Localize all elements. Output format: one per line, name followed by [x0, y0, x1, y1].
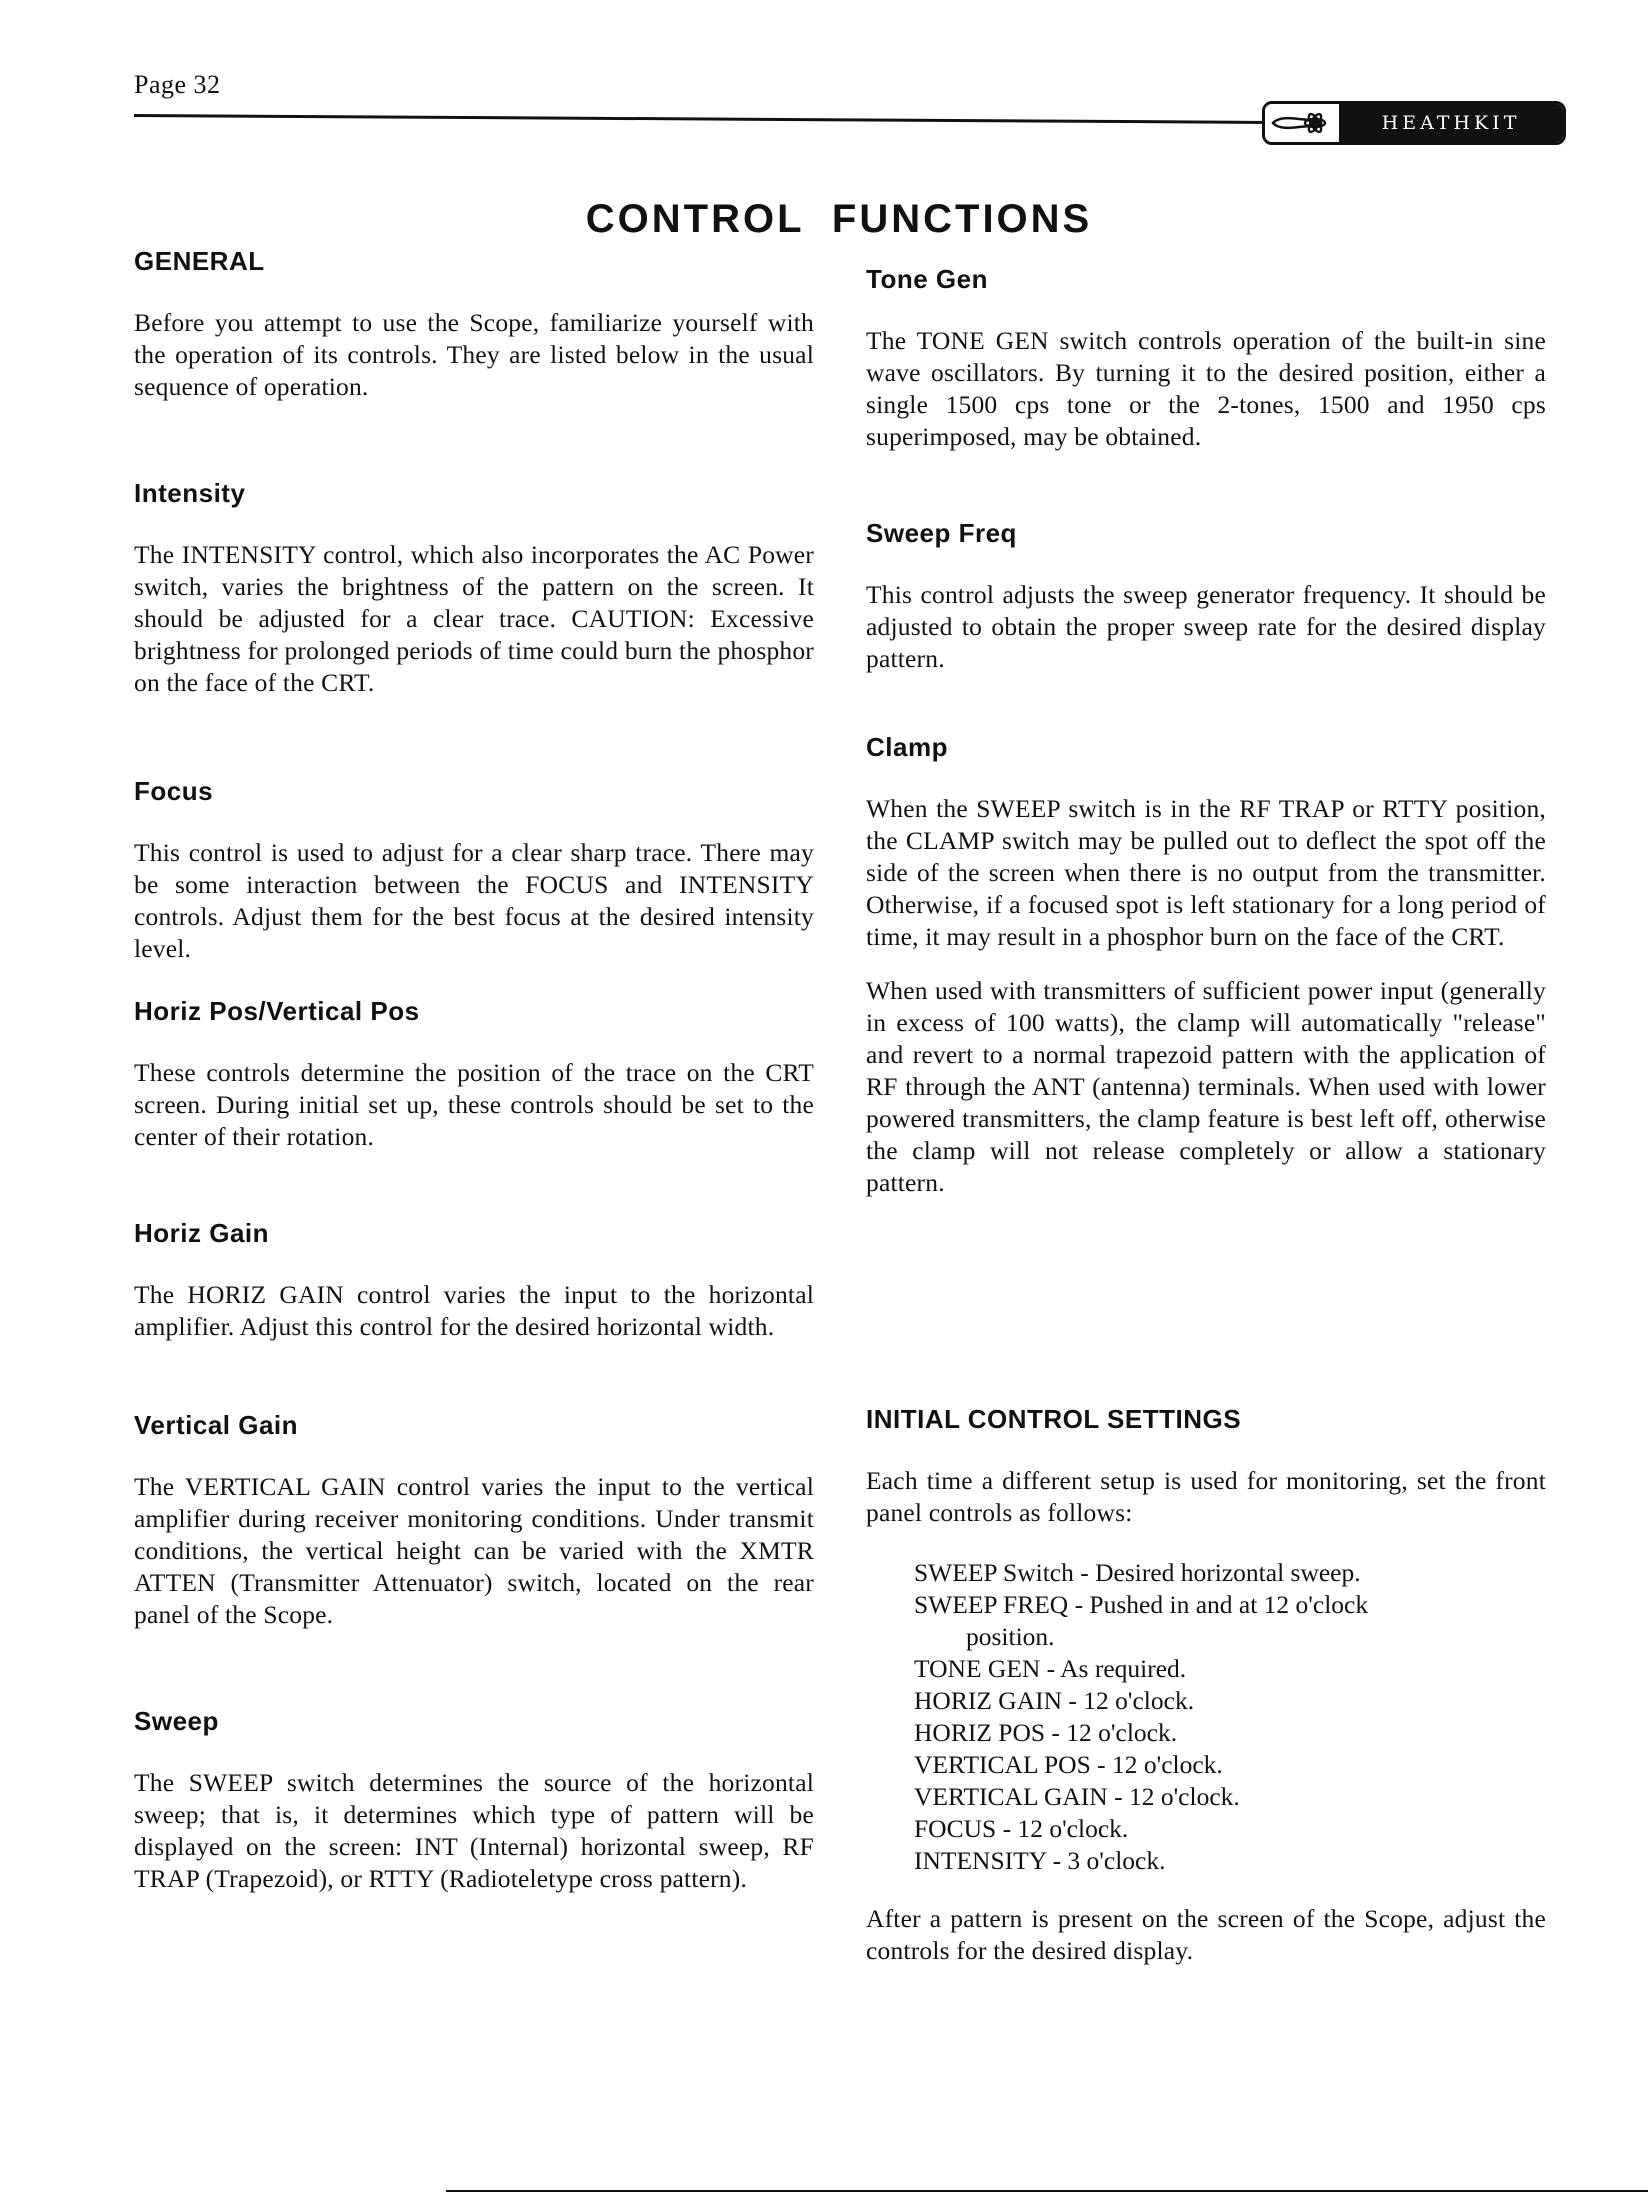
settings-list: [866, 1557, 1546, 1877]
section-body: The VERTICAL GAIN control varies the input to the vertical amplifier during receiver monitoring conditions. Under transmit conditions, the vertical height can be varied with the XMTR ATTEN (Transmitter Attenuator) switch, located on the rear panel of the Scope.: [134, 1472, 814, 1629]
section-heading: INITIAL CONTROL SETTINGS: [866, 1404, 1242, 1434]
section-vertical-gain: [134, 1410, 814, 1631]
settings-item: [914, 1781, 1546, 1813]
section-initial-settings: [866, 1404, 1546, 1967]
section-heading: Vertical Gain: [134, 1410, 299, 1440]
section-body: These controls determine the position of the trace on the CRT screen. During initial set up, these controls should be set to the center of their rotation.: [134, 1058, 814, 1151]
section-heading: Intensity: [134, 478, 246, 508]
section-body: Before you attempt to use the Scope, familiarize yourself with the operation of its controls. They are listed below in the usual sequence of operation.: [134, 308, 814, 401]
section-heading: Tone Gen: [866, 264, 988, 294]
settings-item-text: TONE GEN - As required.: [914, 1654, 1187, 1683]
settings-item-text: INTENSITY - 3 o'clock.: [914, 1846, 1166, 1875]
settings-item-text: HORIZ POS - 12 o'clock.: [914, 1718, 1178, 1747]
section-heading: Horiz Pos/Vertical Pos: [134, 996, 420, 1026]
section-intensity: [134, 478, 814, 699]
settings-item-continuation: position.: [966, 1622, 1055, 1651]
settings-item: [914, 1749, 1546, 1781]
settings-item: [914, 1813, 1546, 1845]
settings-item-text: VERTICAL POS - 12 o'clock.: [914, 1750, 1223, 1779]
section-tone-gen: [866, 264, 1546, 453]
settings-item-text: HORIZ GAIN - 12 o'clock.: [914, 1686, 1195, 1715]
section-general: [134, 246, 814, 403]
section-body: This control adjusts the sweep generator frequency. It should be adjusted to obtain the proper sweep rate for the desired display pattern.: [866, 580, 1546, 673]
atom-star-icon: [1269, 108, 1335, 138]
section-heading: Sweep Freq: [866, 518, 1017, 548]
settings-item-text: SWEEP Switch - Desired horizontal sweep.: [914, 1558, 1361, 1587]
section-heading: GENERAL: [134, 246, 265, 276]
settings-item: [914, 1717, 1546, 1749]
section-body: This control is used to adjust for a clear sharp trace. There may be some interaction between the FOCUS and INTENSITY controls. Adjust them for the best focus at the desired intensity level.: [134, 838, 814, 963]
settings-item: [914, 1557, 1546, 1589]
page-number: Page 32: [134, 70, 221, 99]
logo-emblem: [1265, 104, 1339, 142]
section-body-2: When used with transmitters of sufficient power input (generally in excess of 100 watts), the clamp will automatically "release" and revert to a normal trapezoid pattern with the application of RF through the ANT (antenna) terminals. When used with lower powered transmitters, the clamp feature is best left off, otherwise the clamp will not release completely or allow a stationary pattern.: [866, 976, 1546, 1197]
settings-item-text: VERTICAL GAIN - 12 o'clock.: [914, 1782, 1240, 1811]
settings-item: [914, 1589, 1546, 1653]
settings-item: [914, 1845, 1546, 1877]
section-body: The HORIZ GAIN control varies the input to the horizontal amplifier. Adjust this control for the desired horizontal width.: [134, 1280, 814, 1341]
section-body: When the SWEEP switch is in the RF TRAP or RTTY position, the CLAMP switch may be pulled out to deflect the spot off the side of the screen when there is no output from the transmitter. Otherwise, if a focused spot is left stationary for a long period of time, it may result in a phosphor burn on the face of the CRT.: [866, 794, 1546, 951]
settings-closing: After a pattern is present on the screen of the Scope, adjust the controls for the desired display.: [866, 1904, 1546, 1965]
section-position: [134, 996, 814, 1153]
page-title: CONTROL FUNCTIONS: [585, 196, 1093, 241]
heathkit-logo: [1262, 101, 1566, 145]
section-heading: Sweep: [134, 1706, 219, 1736]
section-sweep: [134, 1706, 814, 1895]
settings-item: [914, 1685, 1546, 1717]
section-body: The SWEEP switch determines the source of the horizontal sweep; that is, it determines which type of pattern will be displayed on the screen: INT (Internal) horizontal sweep, RF TRAP (Trapezoid), or RTTY (Radioteletype cross pattern).: [134, 1768, 814, 1893]
section-sweep-freq: [866, 518, 1546, 675]
settings-item-text: FOCUS - 12 o'clock.: [914, 1814, 1129, 1843]
settings-item-text: SWEEP FREQ - Pushed in and at 12 o'clock: [914, 1590, 1369, 1619]
section-clamp: [866, 732, 1546, 1199]
section-horiz-gain: [134, 1218, 814, 1343]
section-focus: [134, 776, 814, 965]
section-heading: Horiz Gain: [134, 1218, 270, 1248]
section-heading: Focus: [134, 776, 214, 806]
brand-name: HEATHKIT: [1339, 104, 1563, 142]
settings-item: [914, 1653, 1546, 1685]
header-rule: [134, 114, 1274, 124]
section-body: The TONE GEN switch controls operation of the built-in sine wave oscillators. By turning it to the desired position, either a single 1500 cps tone or the 2-tones, 1500 and 1950 cps superimposed, may be obtained.: [866, 326, 1546, 451]
section-body: The INTENSITY control, which also incorporates the AC Power switch, varies the brightness of the pattern on the screen. It should be adjusted for a clear trace. CAUTION: Excessive brightness for prolonged periods of time could burn the phosphor on the face of the CRT.: [134, 540, 814, 697]
section-heading: Clamp: [866, 732, 948, 762]
settings-intro: Each time a different setup is used for monitoring, set the front panel controls as follows:: [866, 1466, 1546, 1527]
